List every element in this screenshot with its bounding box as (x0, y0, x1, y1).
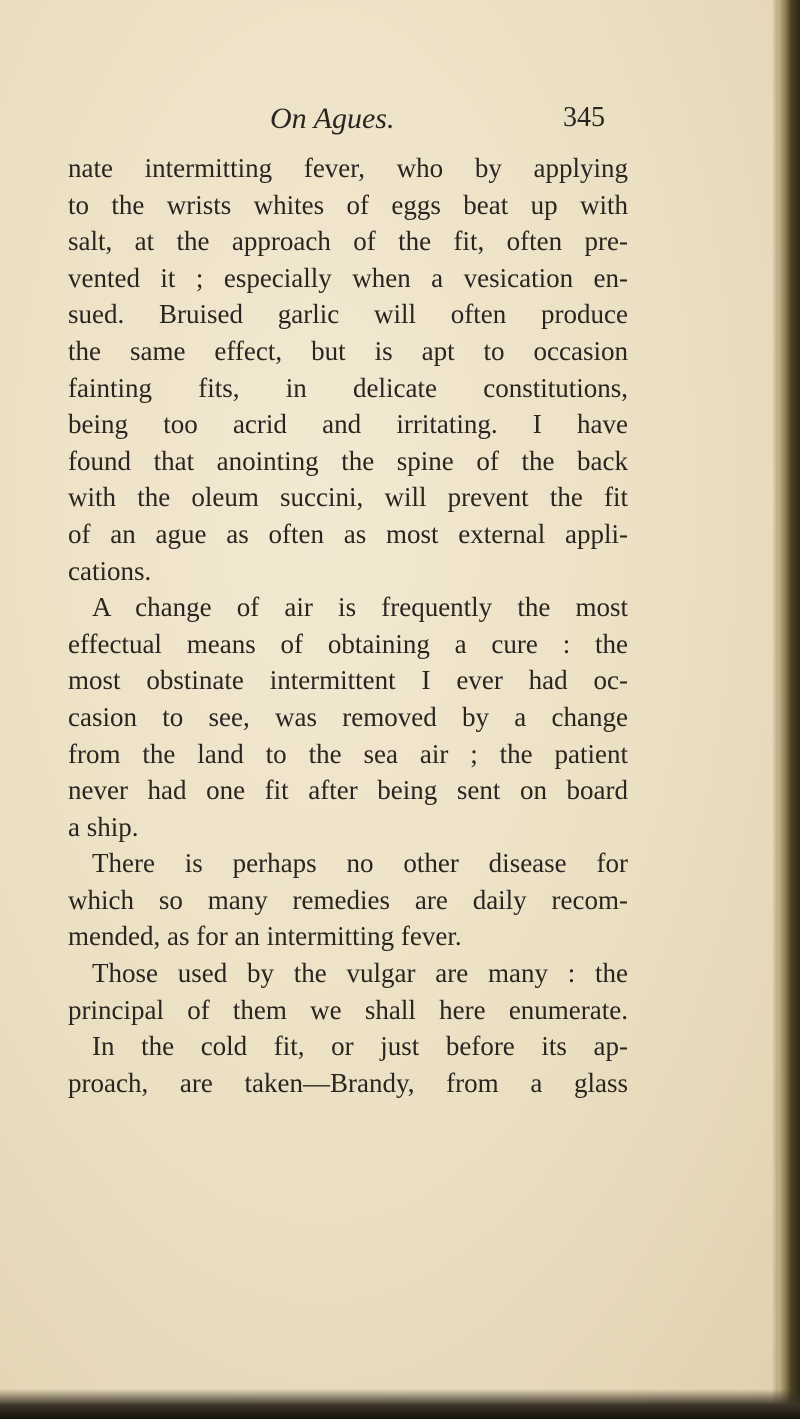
text-line: which so many remedies are daily recom- (68, 884, 628, 915)
text-line: effectual means of obtaining a cure : the (68, 628, 628, 659)
text-line: Those used by the vulgar are many : the (92, 958, 628, 989)
text-line: most obstinate intermittent I ever had oc- (68, 665, 628, 696)
text-line: a ship. (68, 811, 139, 842)
body-text (68, 150, 628, 1101)
text-line: never had one fit after being sent on board (68, 775, 628, 806)
text-line: principal of them we shall here enumerate. (68, 994, 628, 1025)
text-line: mended, as for an intermitting fever. (68, 921, 462, 952)
text-line: casion to see, was removed by a change (68, 701, 628, 732)
text-line: There is perhaps no other disease for (92, 848, 628, 879)
text-line: being too acrid and irritating. I have (68, 409, 628, 440)
text-line: to the wrists whites of eggs beat up with (68, 189, 628, 220)
page-header (0, 102, 800, 142)
text-line: fainting fits, in delicate constitutions, (68, 372, 628, 403)
text-line: vented it ; especially when a vesication en- (68, 262, 628, 293)
book-spine-edge (778, 0, 800, 1419)
text-line: the same effect, but is apt to occasion (68, 335, 628, 366)
page-bottom-edge (0, 1389, 800, 1419)
text-line: salt, at the approach of the fit, often pre- (68, 226, 628, 257)
text-line: from the land to the sea air ; the patient (68, 738, 628, 769)
text-line: of an ague as often as most external appli- (68, 518, 628, 549)
text-line: nate intermitting fever, who by applying (68, 153, 628, 183)
text-line: with the oleum succini, will prevent the fit (68, 482, 628, 513)
text-line: In the cold fit, or just before its ap- (92, 1031, 628, 1062)
text-line: found that anointing the spine of the back (68, 445, 628, 476)
page-number: 345 (563, 102, 605, 133)
text-line: A change of air is frequently the most (92, 592, 628, 623)
text-line: cations. (68, 555, 152, 586)
text-line: sued. Bruised garlic will often produce (68, 299, 628, 330)
running-title: On Agues. (270, 102, 395, 135)
text-line: proach, are taken—Brandy, from a glass (68, 1067, 628, 1098)
